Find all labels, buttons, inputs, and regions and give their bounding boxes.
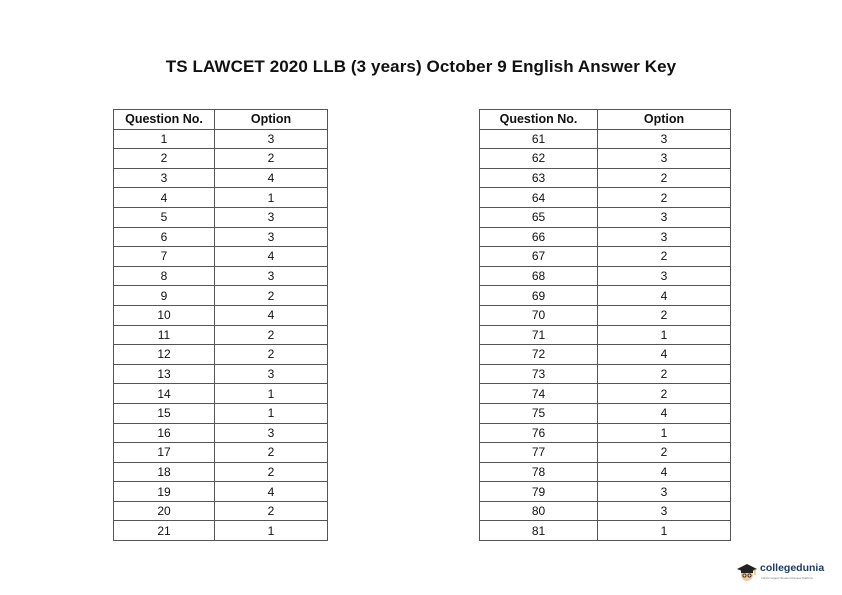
- table-row: [114, 521, 328, 541]
- question-number-cell: 7: [114, 247, 215, 267]
- option-cell: 2: [215, 325, 328, 345]
- table-row: [480, 423, 731, 443]
- question-number-cell: 20: [114, 501, 215, 521]
- option-cell: 4: [598, 345, 731, 365]
- option-cell: 1: [598, 423, 731, 443]
- option-cell: 1: [598, 521, 731, 541]
- table-row: [480, 286, 731, 306]
- column-header-option: Option: [215, 110, 328, 130]
- table-row: [114, 364, 328, 384]
- column-header-option: Option: [598, 110, 731, 130]
- question-number-cell: 4: [114, 188, 215, 208]
- option-cell: 2: [215, 286, 328, 306]
- table-row: [114, 188, 328, 208]
- option-cell: 3: [215, 364, 328, 384]
- table-row: [480, 227, 731, 247]
- question-number-cell: 21: [114, 521, 215, 541]
- question-number-cell: 15: [114, 403, 215, 423]
- option-cell: 3: [215, 266, 328, 286]
- question-number-cell: 63: [480, 168, 598, 188]
- question-number-cell: 67: [480, 247, 598, 267]
- question-number-cell: 61: [480, 129, 598, 149]
- table-row: [114, 207, 328, 227]
- option-cell: 2: [215, 501, 328, 521]
- option-cell: 1: [215, 521, 328, 541]
- column-header-question: Question No.: [480, 110, 598, 130]
- table-body-left: [114, 129, 328, 540]
- question-number-cell: 71: [480, 325, 598, 345]
- question-number-cell: 76: [480, 423, 598, 443]
- table-row: [480, 247, 731, 267]
- table-row: [114, 325, 328, 345]
- option-cell: 2: [598, 305, 731, 325]
- question-number-cell: 18: [114, 462, 215, 482]
- table-row: [480, 443, 731, 463]
- table-row: [480, 305, 731, 325]
- table-row: [114, 403, 328, 423]
- question-number-cell: 8: [114, 266, 215, 286]
- question-number-cell: 2: [114, 149, 215, 169]
- question-number-cell: 14: [114, 384, 215, 404]
- table-row: [480, 188, 731, 208]
- column-header-question: Question No.: [114, 110, 215, 130]
- table-row: [480, 364, 731, 384]
- question-number-cell: 3: [114, 168, 215, 188]
- table-row: [480, 403, 731, 423]
- option-cell: 2: [598, 364, 731, 384]
- option-cell: 3: [215, 207, 328, 227]
- table-row: [114, 384, 328, 404]
- question-number-cell: 79: [480, 482, 598, 502]
- table-row: [480, 149, 731, 169]
- table-row: [114, 168, 328, 188]
- table-row: [114, 227, 328, 247]
- table-row: [114, 149, 328, 169]
- question-number-cell: 1: [114, 129, 215, 149]
- question-number-cell: 11: [114, 325, 215, 345]
- question-number-cell: 62: [480, 149, 598, 169]
- table-row: [480, 501, 731, 521]
- question-number-cell: 81: [480, 521, 598, 541]
- option-cell: 4: [215, 168, 328, 188]
- question-number-cell: 12: [114, 345, 215, 365]
- option-cell: 1: [215, 384, 328, 404]
- question-number-cell: 70: [480, 305, 598, 325]
- answer-key-table-right: [479, 109, 731, 541]
- table-row: [114, 345, 328, 365]
- table-row: [114, 266, 328, 286]
- option-cell: 4: [215, 482, 328, 502]
- option-cell: 3: [215, 423, 328, 443]
- table-row: [480, 521, 731, 541]
- option-cell: 3: [598, 501, 731, 521]
- question-number-cell: 69: [480, 286, 598, 306]
- question-number-cell: 64: [480, 188, 598, 208]
- option-cell: 2: [215, 443, 328, 463]
- question-number-cell: 77: [480, 443, 598, 463]
- collegedunia-logo[interactable]: [736, 561, 836, 585]
- question-number-cell: 66: [480, 227, 598, 247]
- option-cell: 3: [598, 227, 731, 247]
- table-row: [114, 462, 328, 482]
- option-cell: 1: [598, 325, 731, 345]
- question-number-cell: 9: [114, 286, 215, 306]
- option-cell: 2: [598, 443, 731, 463]
- table-row: [480, 345, 731, 365]
- table-row: [480, 207, 731, 227]
- table-row: [114, 305, 328, 325]
- option-cell: 4: [215, 305, 328, 325]
- table-row: [114, 482, 328, 502]
- question-number-cell: 74: [480, 384, 598, 404]
- page-title: TS LAWCET 2020 LLB (3 years) October 9 English Answer Key: [165, 57, 677, 76]
- table-row: [480, 384, 731, 404]
- option-cell: 2: [215, 149, 328, 169]
- table-header-row: [114, 110, 328, 130]
- option-cell: 3: [598, 266, 731, 286]
- table-row: [480, 129, 731, 149]
- option-cell: 2: [598, 168, 731, 188]
- table-row: [480, 462, 731, 482]
- option-cell: 4: [598, 403, 731, 423]
- option-cell: 4: [215, 247, 328, 267]
- question-number-cell: 68: [480, 266, 598, 286]
- question-number-cell: 73: [480, 364, 598, 384]
- question-number-cell: 78: [480, 462, 598, 482]
- question-number-cell: 13: [114, 364, 215, 384]
- question-number-cell: 5: [114, 207, 215, 227]
- graduate-cap-icon: [736, 563, 758, 583]
- option-cell: 2: [215, 345, 328, 365]
- question-number-cell: 6: [114, 227, 215, 247]
- question-number-cell: 75: [480, 403, 598, 423]
- option-cell: 2: [598, 384, 731, 404]
- question-number-cell: 10: [114, 305, 215, 325]
- logo-text: collegedunia: [760, 562, 825, 574]
- table-row: [114, 129, 328, 149]
- option-cell: 2: [215, 462, 328, 482]
- table-row: [480, 482, 731, 502]
- option-cell: 1: [215, 188, 328, 208]
- table-row: [114, 501, 328, 521]
- table-body-right: [480, 129, 731, 540]
- option-cell: 3: [215, 129, 328, 149]
- table-row: [114, 247, 328, 267]
- answer-key-table-left: [113, 109, 328, 541]
- table-row: [114, 286, 328, 306]
- option-cell: 2: [598, 247, 731, 267]
- option-cell: 1: [215, 403, 328, 423]
- table-row: [480, 266, 731, 286]
- option-cell: 3: [598, 482, 731, 502]
- option-cell: 4: [598, 462, 731, 482]
- question-number-cell: 65: [480, 207, 598, 227]
- question-number-cell: 19: [114, 482, 215, 502]
- question-number-cell: 80: [480, 501, 598, 521]
- table-row: [114, 423, 328, 443]
- table-header-row: [480, 110, 731, 130]
- logo-tagline: India's largest Student Review Platform: [761, 576, 814, 580]
- option-cell: 4: [598, 286, 731, 306]
- option-cell: 3: [598, 207, 731, 227]
- table-row: [480, 168, 731, 188]
- question-number-cell: 72: [480, 345, 598, 365]
- option-cell: 3: [598, 149, 731, 169]
- table-row: [114, 443, 328, 463]
- option-cell: 3: [215, 227, 328, 247]
- option-cell: 2: [598, 188, 731, 208]
- question-number-cell: 16: [114, 423, 215, 443]
- table-row: [480, 325, 731, 345]
- option-cell: 3: [598, 129, 731, 149]
- question-number-cell: 17: [114, 443, 215, 463]
